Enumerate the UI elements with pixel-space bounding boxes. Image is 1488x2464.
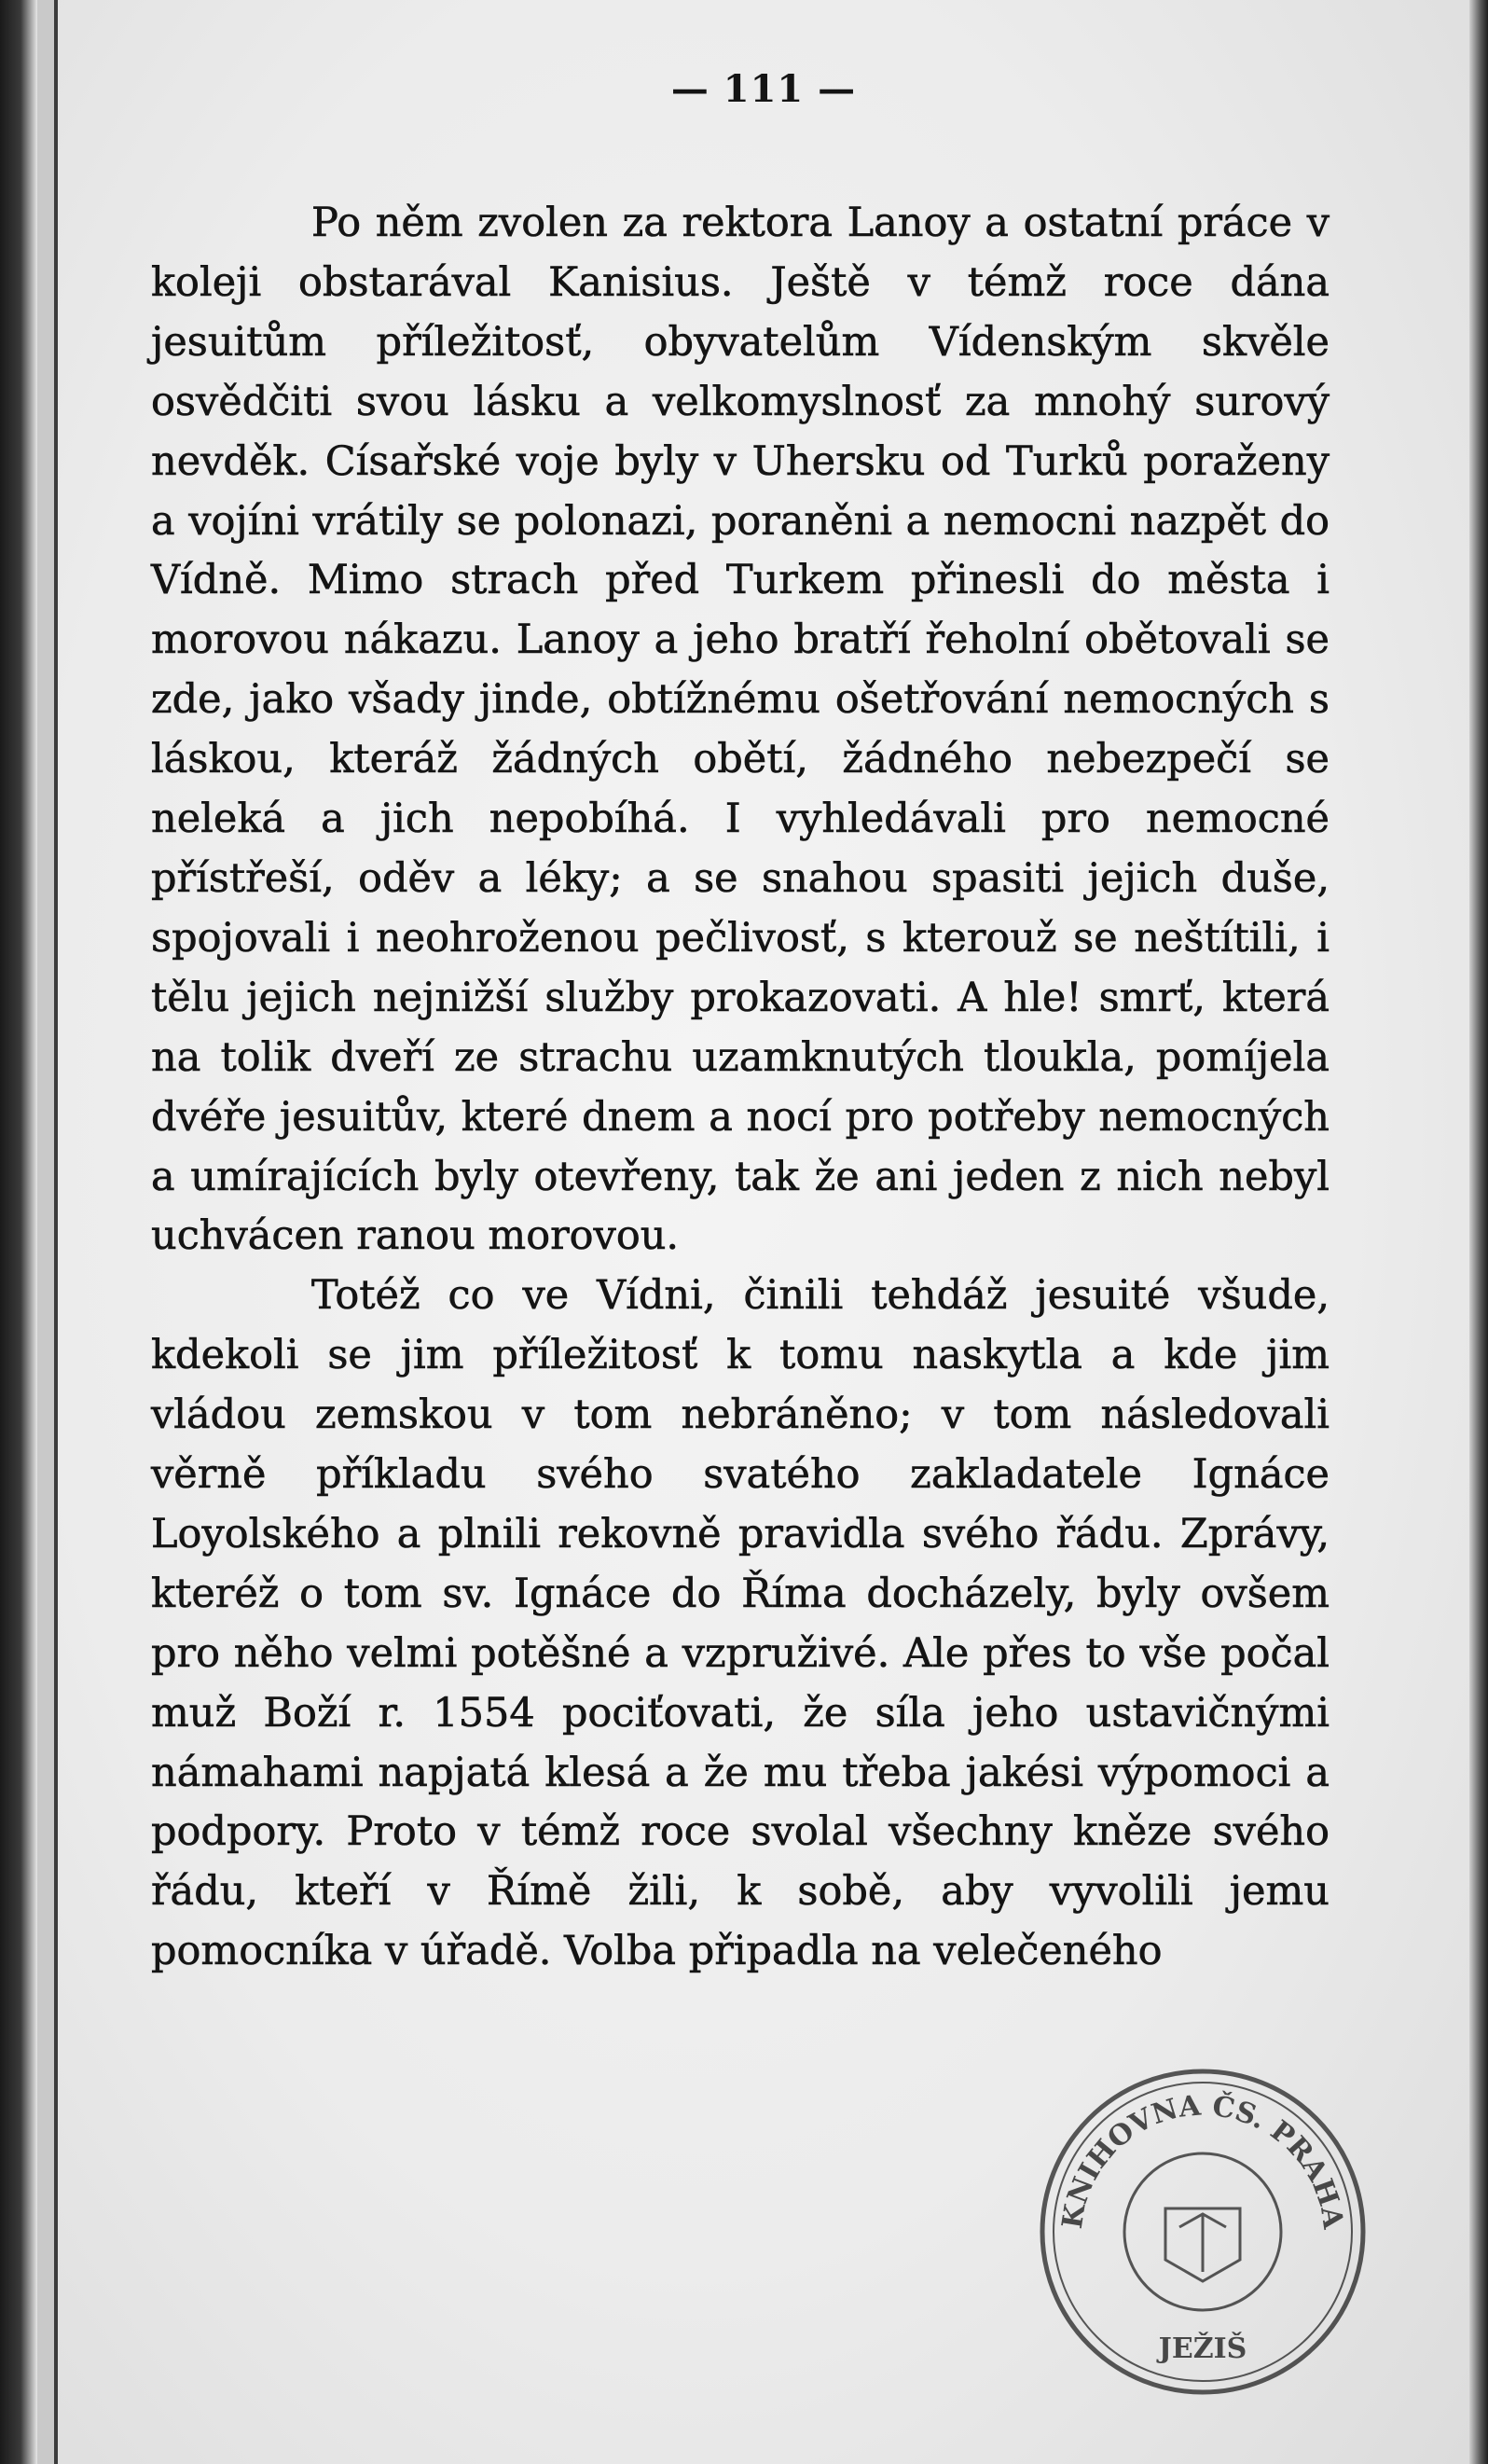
book-gutter bbox=[37, 0, 54, 2464]
book-page bbox=[58, 0, 1469, 2464]
scan-left-edge bbox=[0, 0, 37, 2464]
paragraph-2: Totéž co ve Vídni, činili tehdáž jesuité všude, kdekoli se jim příležitosť k tomu naskytla a kde jim vládou zemskou v tom nebráněno; v tom následovali věrně příkladu svého svatého zakladatele Ignáce Loyolského a plnili rekovně pravidla svého řádu. Zprávy, kteréž o tom sv. Ignáce do Říma docházely, byly ovšem pro něho velmi potěšné a vzpruživé. Ale přes to vše počal muž Boží r. 1554 pociťovati, že síla jeho ustavičnými námahami napjatá klesá a že mu třeba jakési výpomoci a podpory. Proto v témž roce svolal všechny kněze svého řádu, kteří v Římě žili, k sobě, aby vyvolili jemu pomocníka v úřadě. Volba připadla na velečeného bbox=[151, 1272, 1330, 1975]
library-stamp bbox=[1026, 2050, 1380, 2404]
scan-right-edge bbox=[1469, 0, 1488, 2464]
stamp-text-top: KNIHOVNA ČS. PRAHA bbox=[1055, 2089, 1350, 2231]
paragraph-1: Po něm zvolen za rektora Lanoy a ostatní práce v koleji obstarával Kanisius. Ještě v témž roce dána jesuitům příležitosť, obyvatelům Vídenským skvěle osvědčiti svou lásku a velkomyslnosť za mnohý surový nevděk. Císařské voje byly v Uhersku od Turků poraženy a vojíni vrátily se polonazi, poraněni a nemocni nazpět do Vídně. Mimo strach před Turkem přinesli do města i morovou nákazu. Lanoy a jeho bratří řeholní obětovali se zde, jako všady jinde, obtížnému ošetřování nemocných s láskou, kteráž žádných obětí, žádného nebezpečí se neleká a jich nepobíhá. I vyhledávali pro nemocné přístřeší, oděv a léky; a se snahou spasiti jejich duše, spojovali i neohroženou pečlivosť, s kterouž se neštítili, i tělu jejich nejnižší služby prokazovati. A hle! smrť, která na tolik dveří ze strachu uzamknutých tloukla, pomíjela dvéře jesuitův, které dnem a nocí pro potřeby nemocných a umírajících byly otevřeny, tak že ani jeden z nich nebyl uchvácen ranou morovou. bbox=[151, 200, 1330, 1260]
body-text bbox=[151, 194, 1330, 1982]
stamp-text-bottom: JEŽIŠ bbox=[1158, 2332, 1247, 2365]
page-number: — 111 — bbox=[670, 67, 857, 111]
